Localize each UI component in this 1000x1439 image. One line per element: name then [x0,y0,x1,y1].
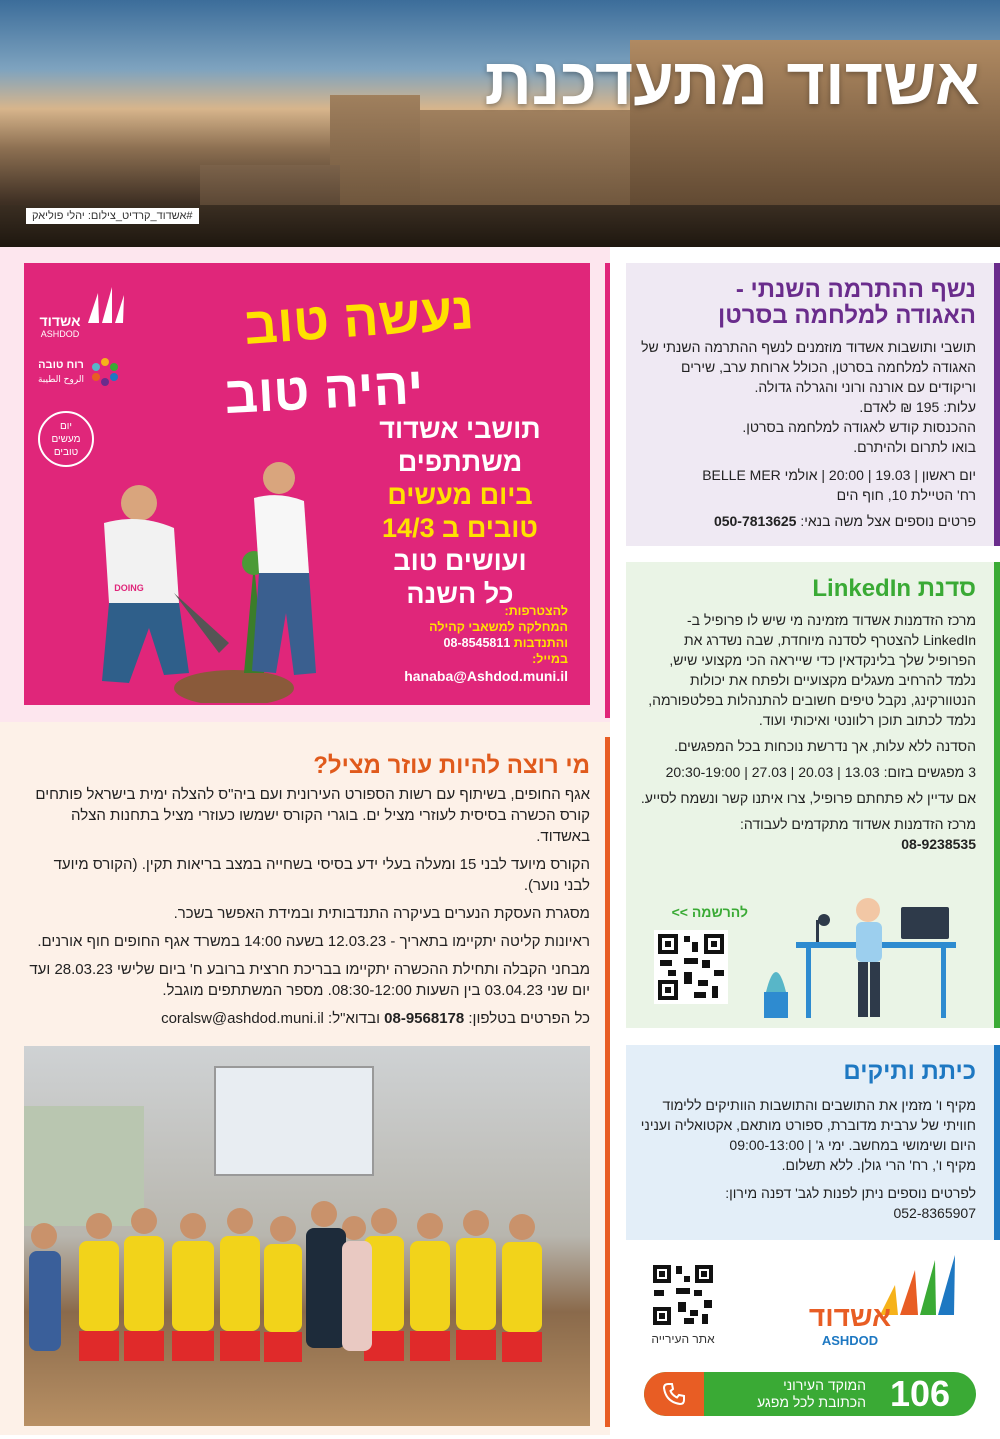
header-photo [0,0,1000,247]
cancer-event-phone[interactable]: 050-7813625 [713,513,797,529]
seniors-box [626,1045,1000,1240]
ad-logo-ruach2: الروح الطيبة [37,375,85,385]
hotline-number: 106 [889,1373,951,1414]
cancer-event-where: רח' הטיילת 10, חוף הים [836,487,976,503]
linkedin-register-link[interactable]: להרשמה >> [671,904,748,920]
lifeguard-email[interactable]: coralsw@ashdod.muni.il [161,1010,324,1027]
lifeguard-phone[interactable]: 08-9568178 [384,1010,465,1027]
ad-email[interactable]: hanaba@Ashdod.muni.il [404,668,568,684]
cancer-event-invite: בואו לתרום ולהיתרם. [853,439,976,455]
shirt-text: DOING [114,583,144,593]
ad-join-phone: 08-8545811 [443,636,511,650]
ashdod-logo [800,1255,980,1355]
lifeguard-section [0,722,610,1435]
linkedin-org: מרכז הזדמנות אשדוד מתקדמים לעבודה: [739,816,976,832]
linkedin-free: הסדנה ללא עלות, אך נדרשת נוכחות בכל המפגשים. [674,738,976,754]
ad-logo-ashdod-en: ASHDOD [40,329,80,339]
ad-logo-ruach1: רוח טובה [38,359,84,371]
good-deeds-day-badge: יום מעשים טובים [38,411,94,467]
lifeguard-p1: אגף החופים, בשיתוף עם רשות הספורט העירונית ועם ביה"ס להצלה ימית בישראל פותחים קורס הכשרה בסיסית לעוזרי מציל ים. בוגרי הקורס ישמשו כעוזרי מציל בתחנות הצלה באשדוד. [35,786,590,845]
lifeguard-p2: הקורס מיועד לבני 15 ומעלה בעלי ידע בסיסי בשחייה במצב בריאות תקין. (הקורס מיועד לבני נוער). [53,856,590,894]
municipality-qr-code-icon[interactable] [650,1262,716,1328]
linkedin-phone[interactable]: 08-9238535 [901,836,976,852]
ad-logo-ashdod: אשדוד [39,313,81,329]
seniors-place: מקיף ו', רח' הרי גולן. ללא תשלום. [781,1157,976,1173]
desk-illustration-icon [756,892,976,1022]
hotline-bar[interactable] [644,1372,976,1416]
ad-main-text: תושבי אשדוד משתתפים ביום מעשים טובים ב 14/3 ועושים טוב כל השנה [379,414,541,609]
lifeguard-title: מי רוצה להיות עוזר מציל? [313,752,590,779]
cancer-event-contact: פרטים נוספים אצל משה בנאי: 050-7813625 [713,513,976,529]
good-deeds-ad [24,263,590,705]
qr-label: אתר העירייה [651,1332,715,1346]
seniors-title: כיתת ותיקים [843,1058,976,1085]
seniors-contact: לפרטים נוספים ניתן לפנות לגב' דפנה מירון: [725,1185,976,1201]
lifeguard-p5: מבחני הקבלה ותחילת ההכשרה יתקיימו בבריכת חרצית ברובע ח' ביום שלישי 28.03.23 ועד יום שני 03.04.23 בין השעות 08:30-12:00. מספר המשתתפים מוגבל. [29,961,590,999]
linkedin-help: אם עדיין לא פתחתם פרופיל, צרו איתנו קשר ונשמח לסייע. [640,790,976,806]
linkedin-title: סדנת LinkedIn [812,575,976,602]
orange-divider [605,737,610,1427]
pink-divider [605,263,610,718]
ashdod-logo-en: ASHDOD [821,1333,879,1348]
lifeguard-p3: מסגרת העסקת הנערים בעיקרה התנדבותית ובמידת האפשר בשכר. [173,905,590,922]
linkedin-body: מרכז הזדמנות אשדוד מזמינה מי שיש לו פרופיל ב-LinkedIn להצטרף לסדנה מיוחדת, שבה נשדרג את הפרופיל שלך בלינקדאין כדי שייראה הכי מקצועי שיש, נלמד להרחיב מעגלים מקצועיים ולפתח את יכולות הנטוורקינג, נקבל טיפים חשובים להתנהלות בפלטפורמה, נלמד לכתוב תוכן רלוונטי ואיכותי ועוד. [648,612,976,728]
page-title: אשדוד מתעדכנת [484,44,980,118]
lifeguard-p4: ראיונות קליטה יתקיימו בתאריך - 12.03.23 בשעה 14:00 במשרד אגף החופים חוף אורנים. [37,933,590,950]
cancer-event-when: יום ראשון | 19.03 | 20:00 | אולמי BELLE MER [702,467,976,483]
photo-credit: #אשדוד_קרדיט_צילום: יהלי פוליאק [26,208,199,224]
cancer-event-donation: ההכנסות קודש לאגודה למלחמה בסרטן. [742,419,976,435]
cancer-event-box [626,263,1000,546]
seniors-phone[interactable]: 052-8365907 [893,1205,976,1221]
volunteers-planting-photo [54,443,354,703]
hotline-text: המוקד העירוני הכתובת לכל מפגע [757,1377,866,1410]
linkedin-box [626,562,1000,1028]
lifeguard-contact: כל הפרטים בטלפון: 08-9568178 ובדוא"ל: coralsw@ashdod.muni.il [161,1010,590,1027]
linkedin-dates: 3 מפגשים בזום: 13.03 | 20.03 | 27.03 | 20:30-19:00 [665,764,976,780]
lifeguard-group-photo [24,1046,590,1426]
linkedin-qr-code-icon[interactable] [654,930,728,1004]
ad-join-info: להצטרפות: המחלקה למשאבי קהילה והתנדבות 08-8545811 במייל: [429,604,568,666]
ad-slogan-line2: יהיה טוב [223,356,425,426]
phone-icon [662,1382,686,1406]
ashdod-ad-logo-icon [84,287,124,323]
ad-slogan-line1: נעשה טוב [242,282,476,356]
cancer-event-price: עלות: 195 ₪ לאדם. [859,399,976,415]
ashdod-logo-text: אשדוד [808,1301,892,1332]
ruach-tova-logo-icon [90,357,120,387]
seniors-body: מקיף ו' מזמין את התושבים והתושבות הוותיקים ללימוד חוויתי של ערבית מדוברת, ספורט מותאם, אקטואליה ועניני היום ושימושי במחשב. ימי ג' | 09:00-13:00 [640,1097,976,1153]
cancer-event-title: נשף ההתרמה השנתי - האגודה למלחמה בסרטן [718,276,976,329]
cancer-event-body: תושבי ותושבות אשדוד מוזמנים לנשף ההתרמה השנתי של האגודה למלחמה בסרטן, הכולל ארוחת ערב, שירים וריקודים עם אורנה ורוני והגרלה גדולה. [641,339,976,395]
